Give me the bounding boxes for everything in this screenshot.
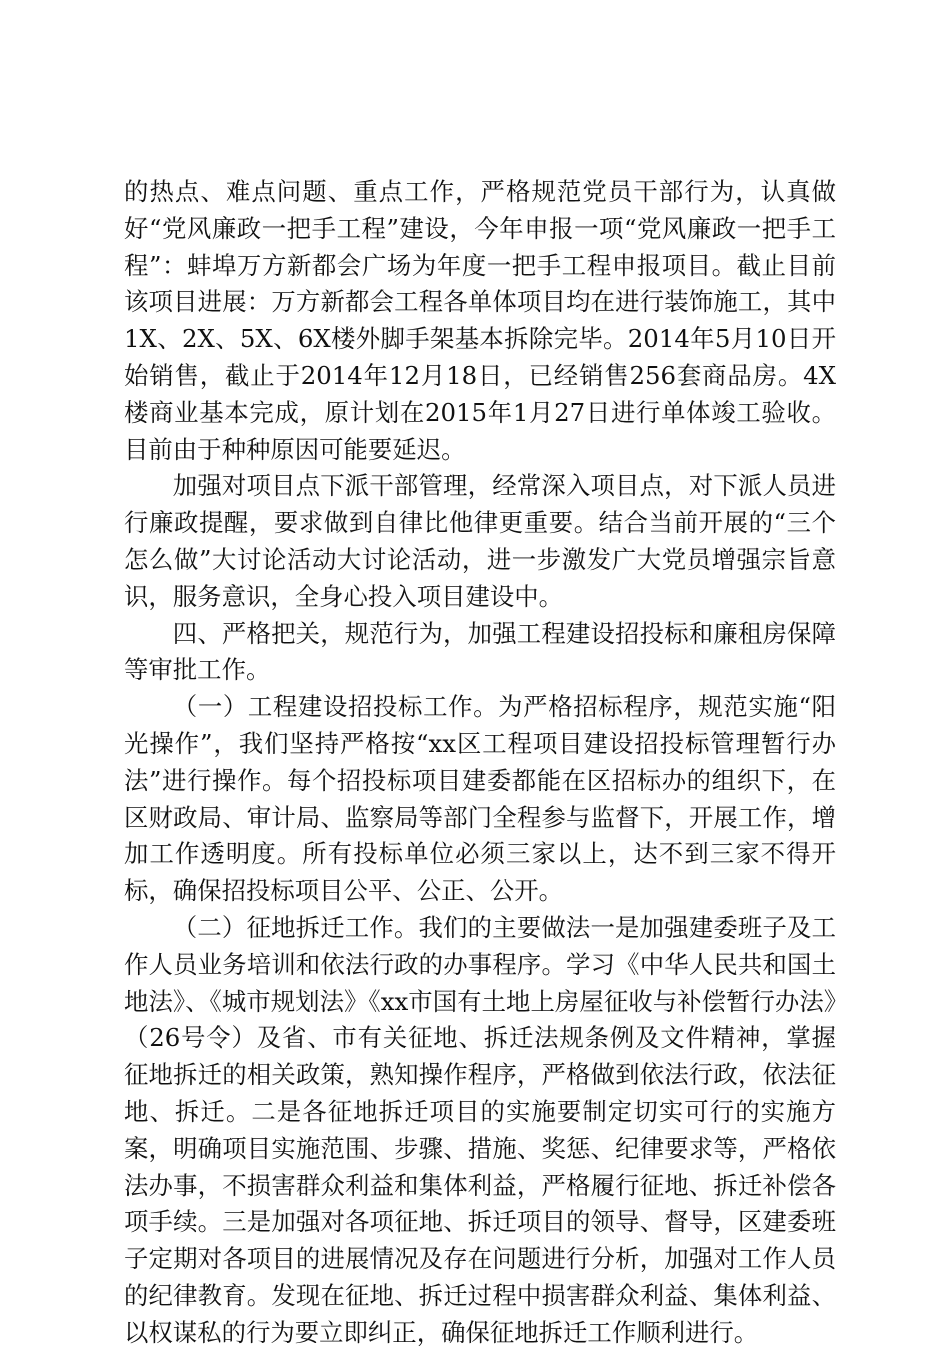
section-heading-four: 四、严格把关，规范行为，加强工程建设招投标和廉租房保障等审批工作。 [124, 618, 836, 685]
paragraph-cadre-management: 加强对项目点下派干部管理，经常深入项目点，对下派人员进行廉政提醒，要求做到自律比他律更重要。结合当前开展的“三个怎么做”大讨论活动大讨论活动，进一步激发广大党员增强宗旨意识，服务意识，全身心投入项目建设中。 [124, 471, 836, 611]
paragraph-land-demolition: （二）征地拆迁工作。我们的主要做法一是加强建委班子及工作人员业务培训和依法行政的办事程序。学习《中华人民共和国土地法》、《城市规划法》《xx市国有土地上房屋征收与补偿暂行办法》（26号令）及省、市有关征地、拆迁法规条例及文件精神，掌握征地拆迁的相关政策，熟知操作程序，严格做到依法行政，依法征地、拆迁。二是各征地拆迁项目的实施要制定切实可行的实施方案，明确项目实施范围、步骤、措施、奖惩、纪律要求等，严格依法办事，不损害群众利益和集体利益，严格履行征地、拆迁补偿各项手续。三是加强对各项征地、拆迁项目的领导、督导，区建委班子定期对各项目的进展情况及存在问题进行分析，加强对工作人员的纪律教育。发现在征地、拆迁过程中损害群众利益、集体利益、以权谋私的行为要立即纠正，确保征地拆迁工作顺利进行。 [124, 912, 836, 1347]
paragraph-bidding-work: （一）工程建设招投标工作。为严格招标程序，规范实施“阳光操作”，我们坚持严格按“xx区工程项目建设招投标管理暂行办法”进行操作。每个招投标项目建委都能在区招标办的组织下，在区财政局、审计局、监察局等部门全程参与监督下，开展工作，增加工作透明度。所有投标单位必须三家以上，达不到三家不得开标，确保招投标项目公平、公正、公开。 [124, 692, 836, 906]
paragraph-continuation: 的热点、难点问题、重点工作，严格规范党员干部行为，认真做好“党风廉政一把手工程”建设，今年申报一项“党风廉政一把手工程”：蚌埠万方新都会广场为年度一把手工程申报项目。截止目前该项目进展：万方新都会工程各单体项目均在进行装饰施工，其中1X、2X、5X、6X楼外脚手架基本拆除完毕。2014年5月10日开始销售，截止于2014年12月18日，已经销售256套商品房。4X楼商业基本完成，原计划在2015年1月27日进行单体竣工验收。目前由于种种原因可能要延迟。 [124, 177, 837, 464]
document-body [124, 174, 836, 1352]
